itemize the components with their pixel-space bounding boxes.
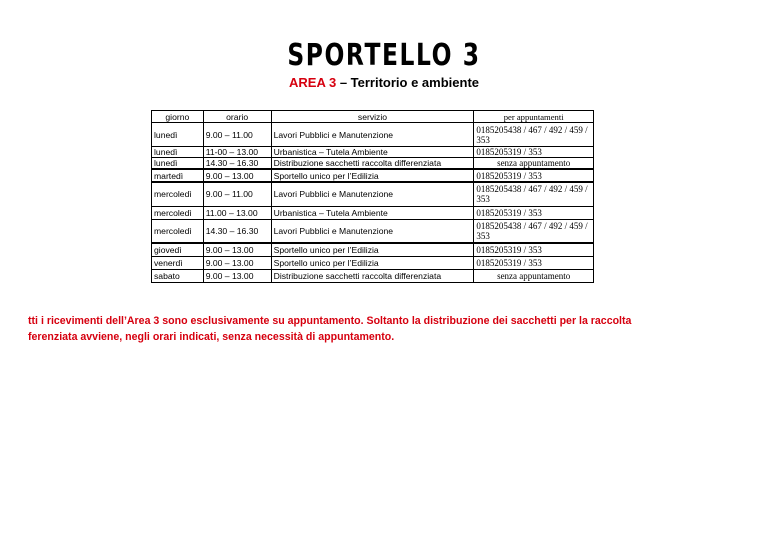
schedule-table xyxy=(151,110,594,283)
cell-orario: 9.00 – 11.00 xyxy=(203,182,271,206)
cell-servizio: Distribuzione sacchetti raccolta differenziata xyxy=(271,158,474,170)
cell-giorno: mercoledì xyxy=(152,206,204,219)
table-row xyxy=(152,206,594,219)
note-line-1: tti i ricevimenti dell’Area 3 sono esclusivamente su appuntamento. Soltanto la distribuzione dei sacchetti per la raccolta xyxy=(28,315,632,327)
column-header-appuntamenti: per appuntamenti xyxy=(474,111,594,123)
column-header-orario: orario xyxy=(203,111,271,123)
cell-contatto: 0185205438 / 467 / 492 / 459 / 353 xyxy=(474,182,594,206)
column-header-giorno: giorno xyxy=(152,111,204,123)
cell-orario: 14.30 – 16.30 xyxy=(203,219,271,243)
cell-giorno: lunedì xyxy=(152,123,204,147)
cell-servizio: Sportello unico per l’Edilizia xyxy=(271,243,474,256)
cell-contatto: 0185205319 / 353 xyxy=(474,206,594,219)
cell-orario: 9.00 – 13.00 xyxy=(203,256,271,269)
table-row xyxy=(152,123,594,147)
cell-orario: 9.00 – 13.00 xyxy=(203,269,271,282)
cell-orario: 11-00 – 13.00 xyxy=(203,147,271,158)
cell-giorno: venerdì xyxy=(152,256,204,269)
cell-orario: 9.00 – 11.00 xyxy=(203,123,271,147)
cell-contatto: 0185205319 / 353 xyxy=(474,243,594,256)
cell-servizio: Lavori Pubblici e Manutenzione xyxy=(271,182,474,206)
note-line-2: ferenziata avviene, negli orari indicati, senza necessità di appuntamento. xyxy=(28,331,395,343)
table-header-row xyxy=(152,111,594,123)
cell-orario: 14.30 – 16.30 xyxy=(203,158,271,170)
cell-contatto: 0185205319 / 353 xyxy=(474,256,594,269)
cell-contatto: senza appuntamento xyxy=(474,158,594,170)
table-row xyxy=(152,219,594,243)
cell-servizio: Urbanistica – Tutela Ambiente xyxy=(271,147,474,158)
cell-servizio: Lavori Pubblici e Manutenzione xyxy=(271,219,474,243)
subtitle-area: AREA 3 xyxy=(289,75,337,90)
cell-servizio: Lavori Pubblici e Manutenzione xyxy=(271,123,474,147)
subtitle-rest: – Territorio e ambiente xyxy=(336,75,479,90)
cell-giorno: mercoledì xyxy=(152,182,204,206)
cell-giorno: lunedì xyxy=(152,147,204,158)
cell-servizio: Sportello unico per l’Edilizia xyxy=(271,169,474,182)
cell-contatto: senza appuntamento xyxy=(474,269,594,282)
cell-contatto: 0185205438 / 467 / 492 / 459 / 353 xyxy=(474,219,594,243)
cell-contatto: 0185205319 / 353 xyxy=(474,147,594,158)
cell-giorno: lunedì xyxy=(152,158,204,170)
table-row xyxy=(152,269,594,282)
table-row xyxy=(152,182,594,206)
cell-servizio: Sportello unico per l’Edilizia xyxy=(271,256,474,269)
cell-contatto: 0185205319 / 353 xyxy=(474,169,594,182)
table-row xyxy=(152,169,594,182)
cell-servizio: Distribuzione sacchetti raccolta differenziata xyxy=(271,269,474,282)
table-row xyxy=(152,158,594,170)
cell-giorno: martedì xyxy=(152,169,204,182)
cell-giorno: giovedì xyxy=(152,243,204,256)
cell-orario: 9.00 – 13.00 xyxy=(203,169,271,182)
column-header-servizio: servizio xyxy=(271,111,474,123)
cell-servizio: Urbanistica – Tutela Ambiente xyxy=(271,206,474,219)
cell-giorno: mercoledì xyxy=(152,219,204,243)
cell-giorno: sabato xyxy=(152,269,204,282)
appointment-note xyxy=(28,313,748,345)
cell-orario: 9.00 – 13.00 xyxy=(203,243,271,256)
table-row xyxy=(152,147,594,158)
cell-contatto: 0185205438 / 467 / 492 / 459 / 353 xyxy=(474,123,594,147)
table-row xyxy=(152,256,594,269)
table-row xyxy=(152,243,594,256)
page-subtitle xyxy=(0,75,768,90)
cell-orario: 11.00 – 13.00 xyxy=(203,206,271,219)
page-title: SPORTELLO 3 xyxy=(287,38,481,73)
